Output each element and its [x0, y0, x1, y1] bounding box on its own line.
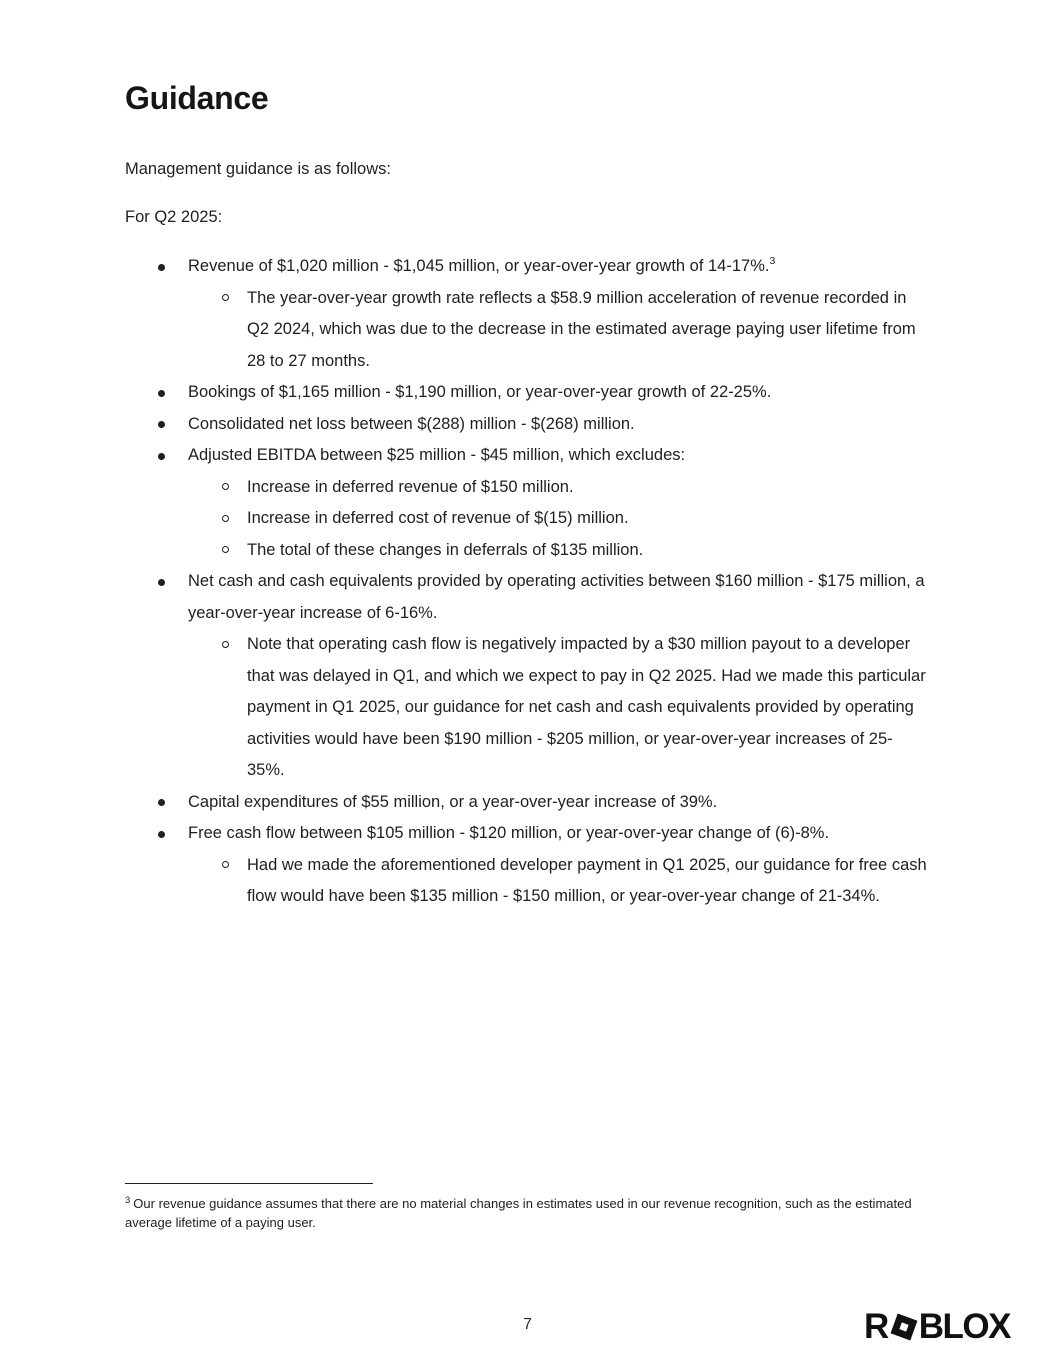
bullet-text: Bookings of $1,165 million - $1,190 million, or year-over-year growth of 22-25%.: [188, 383, 772, 401]
bullet-bookings: [125, 377, 930, 409]
page-number: 7: [523, 1316, 532, 1333]
guidance-bullet-list: [125, 251, 930, 913]
bullet-marker-icon: [158, 264, 165, 271]
sub-bullet-text: Increase in deferred revenue of $150 million.: [247, 477, 574, 496]
sub-bullet-marker-icon: [222, 641, 229, 648]
bullet-marker-icon: [158, 579, 165, 586]
page-title: Guidance: [125, 80, 269, 116]
bullet-text: Free cash flow between $105 million - $120 million, or year-over-year change of (6)-8%.: [188, 824, 830, 842]
bullet-marker-icon: [158, 831, 165, 838]
roblox-tilted-square-icon: [888, 1311, 920, 1343]
sub-bullet-marker-icon: [222, 483, 229, 490]
bullet-marker-icon: [158, 390, 165, 397]
sub-bullet-text: The total of these changes in deferrals of $135 million.: [247, 540, 644, 559]
bullet-marker-icon: [158, 799, 165, 806]
sub-bullet-deferred-revenue: [125, 472, 930, 504]
sub-bullet-revenue-growth-note: [125, 283, 930, 378]
bullet-text: Consolidated net loss between $(288) million - $(268) million.: [188, 414, 635, 433]
footnote-reference: 3: [769, 255, 776, 267]
intro-paragraph: Management guidance is as follows:: [125, 160, 391, 178]
logo-letter-r: R: [863, 1306, 888, 1346]
sub-bullet-deferrals-total: [125, 535, 930, 567]
bullet-text: [188, 251, 775, 283]
bullet-adjusted-ebitda: [125, 440, 930, 472]
sub-bullet-marker-icon: [222, 515, 229, 522]
bullet-free-cash-flow: [125, 818, 930, 850]
period-paragraph: For Q2 2025:: [125, 208, 223, 226]
footnote-divider: [125, 1183, 373, 1184]
bullet-text: Capital expenditures of $55 million, or a year-over-year increase of 39%.: [188, 792, 718, 811]
sub-bullet-marker-icon: [222, 861, 229, 868]
footnote-marker: 3: [125, 1195, 131, 1206]
sub-bullet-free-cash-flow-note: [125, 850, 930, 913]
bullet-revenue: [125, 251, 930, 283]
sub-bullet-marker-icon: [222, 294, 229, 301]
bullet-marker-icon: [158, 421, 165, 428]
bullet-text: Net cash and cash equivalents provided by operating activities between $160 million - $175 million, a year-over-year increase of 6-16%.: [188, 572, 925, 622]
logo-letters-blox: BLOX: [918, 1306, 1010, 1346]
bullet-text-body: Revenue of $1,020 million - $1,045 million, or year-over-year growth of 14-17%.: [188, 257, 770, 275]
bullet-capital-expenditures: [125, 787, 930, 819]
document-content: [0, 80, 1055, 913]
footnote-section: [125, 1183, 931, 1232]
roblox-logo: [864, 1308, 1010, 1344]
bullet-marker-icon: [158, 453, 165, 460]
bullet-text: Adjusted EBITDA between $25 million - $45 million, which excludes:: [188, 446, 686, 464]
sub-bullet-deferred-cost: [125, 503, 930, 535]
footnote-text: [125, 1195, 931, 1232]
sub-bullet-text: The year-over-year growth rate reflects a $58.9 million acceleration of revenue recorded in Q2 2024, which was due to the decrease in the estimated average paying user lifetime from 28 to 27 months.: [247, 288, 916, 370]
bullet-net-cash: [125, 566, 930, 629]
sub-bullet-marker-icon: [222, 546, 229, 553]
sub-bullet-text: Note that operating cash flow is negatively impacted by a $30 million payout to a developer that was delayed in Q1, and which we expect to pay in Q2 2025. Had we made this particular payment in Q1 2025, our guidance for net cash and cash equivalents provided by operating activities would have been $190 million - $205 million, or year-over-year increases of 25-35%.: [247, 635, 926, 779]
sub-bullet-text: Increase in deferred cost of revenue of $(15) million.: [247, 509, 629, 527]
sub-bullet-operating-cash-flow-note: [125, 629, 930, 787]
sub-bullet-text: Had we made the aforementioned developer payment in Q1 2025, our guidance for free cash flow would have been $135 million - $150 million, or year-over-year change of 21-34%.: [247, 855, 927, 905]
footnote-body: Our revenue guidance assumes that there are no material changes in estimates used in our revenue recognition, such as the estimated average lifetime of a paying user.: [125, 1196, 912, 1230]
bullet-net-loss: [125, 409, 930, 441]
